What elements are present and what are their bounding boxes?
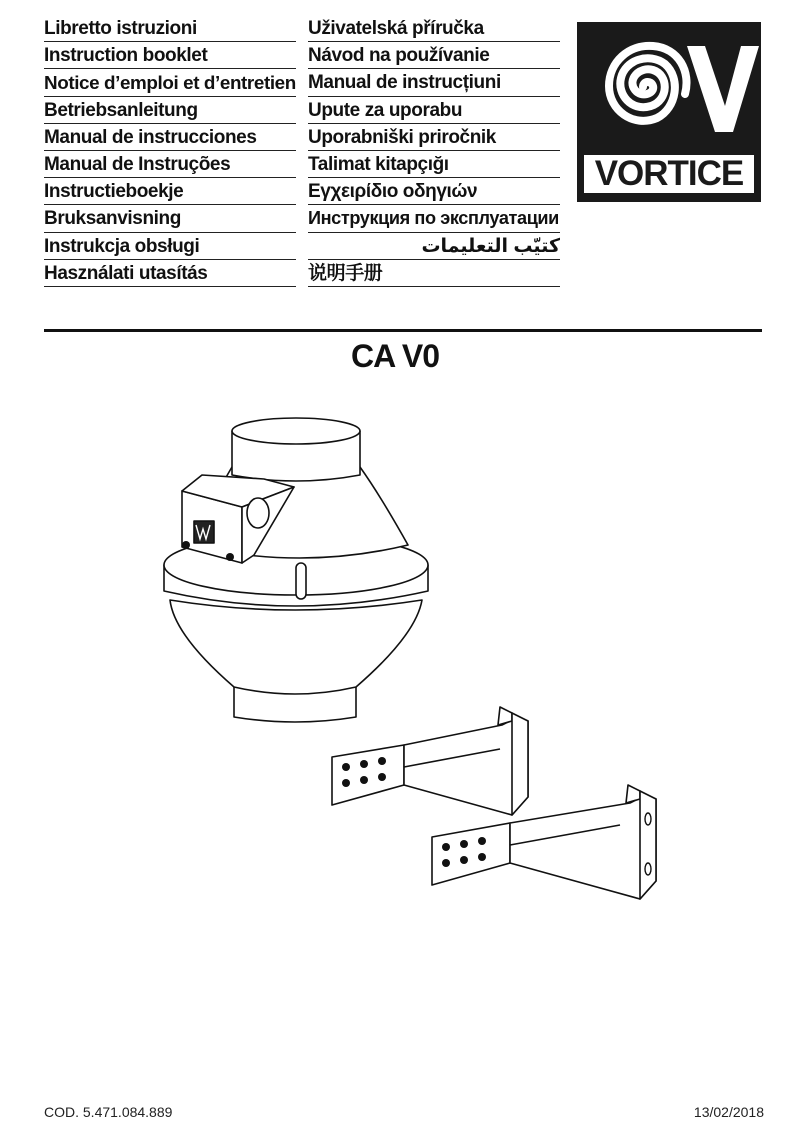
- language-list-right: [308, 15, 560, 287]
- language-title: Manual de Instruções: [44, 151, 296, 178]
- language-title: Használati utasítás: [44, 260, 296, 287]
- language-title: Talimat kitapçığı: [308, 151, 560, 178]
- language-title: Libretto istruzioni: [44, 15, 296, 42]
- language-title: Betriebsanleitung: [44, 97, 296, 124]
- language-list-left: [44, 15, 296, 287]
- language-title: Bruksanvisning: [44, 205, 296, 232]
- header-divider: [44, 329, 762, 332]
- language-title: Notice d’emploi et d’entretien: [44, 69, 296, 96]
- language-title: Uporabniški priročnik: [308, 124, 560, 151]
- language-title: Manual de instrucciones: [44, 124, 296, 151]
- language-title: Uživatelská příručka: [308, 15, 560, 42]
- publication-date: 13/02/2018: [693, 1104, 764, 1120]
- product-illustration: [150, 395, 670, 905]
- language-title: Instructieboekje: [44, 178, 296, 205]
- language-title: Manual de instrucțiuni: [308, 69, 560, 96]
- brand-name: VORTICE: [584, 155, 754, 193]
- language-title: Инструкция по эксплуатации: [308, 205, 560, 232]
- language-title: Εγχειρίδιο οδηγιών: [308, 178, 560, 205]
- language-title: 说明手册: [308, 260, 560, 287]
- language-title: Návod na používanie: [308, 42, 560, 69]
- language-title: Upute za uporabu: [308, 97, 560, 124]
- language-title: كتيّب التعليمات: [308, 233, 560, 260]
- vortice-spiral-v-logo-icon: [577, 22, 761, 152]
- model-title: CA V0: [350, 338, 440, 374]
- product-code: COD. 5.471.084.889: [44, 1104, 173, 1120]
- vortice-logo: [577, 22, 761, 202]
- language-title: Instrukcja obsługi: [44, 233, 296, 260]
- language-title: Instruction booklet: [44, 42, 296, 69]
